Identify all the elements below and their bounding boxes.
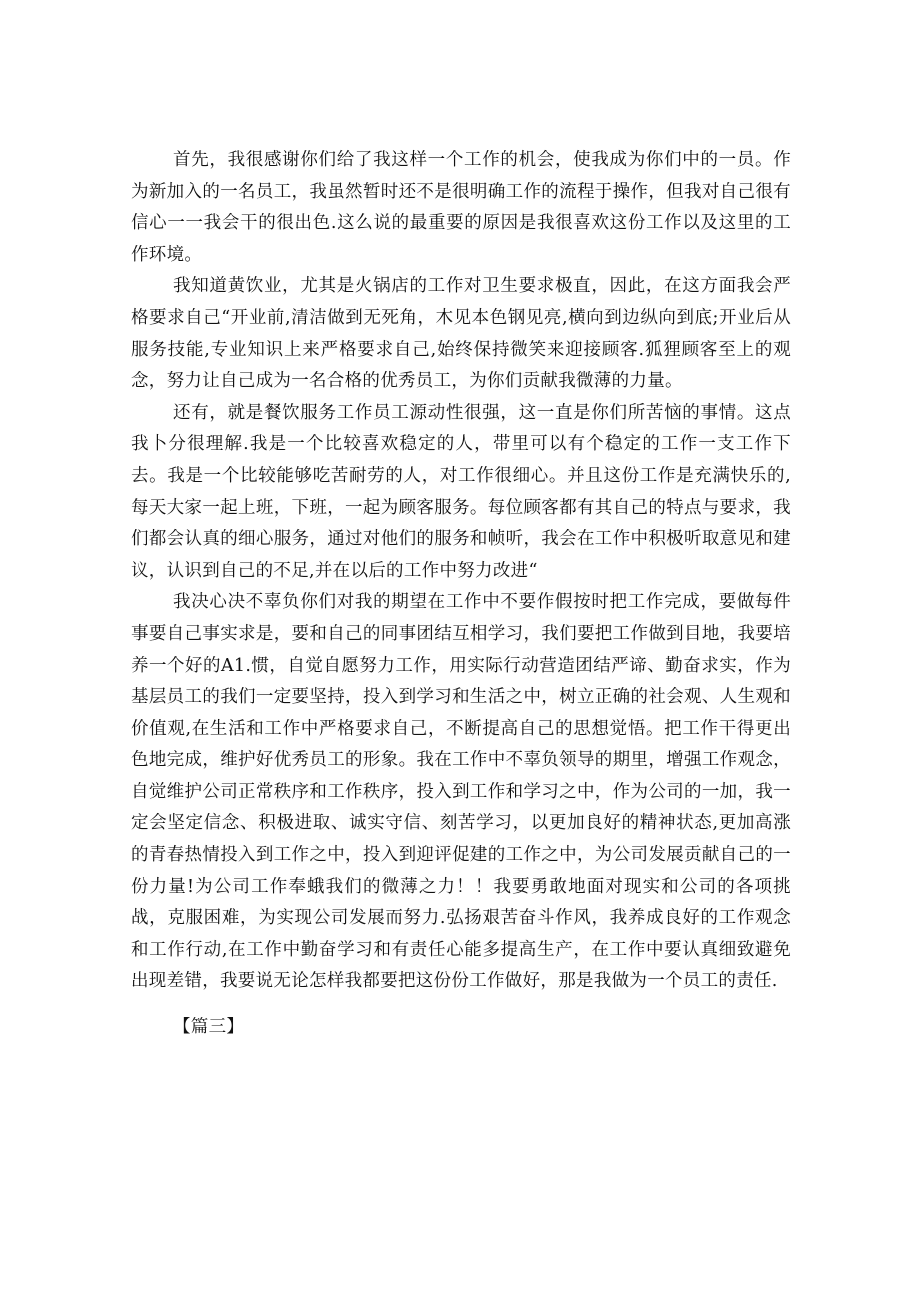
- document-body: [131, 145, 791, 1044]
- paragraph-stability: 还有，就是餐饮服务工作员工源动性很强，这一直是你们所苦恼的事情。这点我卜分很理解.我是一个比较喜欢稳定的人，带里可以有个稳定的工作一支工作下去。我是一个比较能够吃苦耐劳的人，对工作很细心。并且这份工作是充满快乐的,每天大家一起上班，下班，一起为顾客服务。每位顾客都有其自己的特点与要求，我们都会认真的细心服务，通过对他们的服务和帧听，我会在工作中积极听取意见和建议，认识到自己的不足,并在以后的工作中努力改进“: [131, 402, 791, 581]
- paragraph-gratitude: 首先，我很感谢你们给了我这样一个工作的机会，使我成为你们中的一员。作为新加入的一名员工，我虽然暂时还不是很明确工作的流程于操作，但我对自己很有信心一一我会干的很出色.这么说的最重要的原因是我很喜欢这份工作以及这里的工作环境。: [131, 150, 791, 265]
- section-heading: 【篇三】: [173, 1017, 245, 1038]
- paragraph-hygiene: 我知道黄饮业，尤其是火锅店的工作对卫生要求极直，因此，在这方面我会严格要求自己“开业前,清洁做到无死角，木见本色钢见亮,横向到边纵向到底;开业后从服务技能,专业知识上来严格要求自己,始终保持微笑来迎接顾客.狐狸顾客至上的观念，努力让自己成为一名合格的优秀员工，为你们贡献我微薄的力量。: [131, 276, 791, 392]
- paragraph-determination: 我决心决不辜负你们对我的期望在工作中不要作假按时把工作完成，要做每件事要自己事实求是，要和自己的同事团结互相学习，我们要把工作做到目地，我要培养一个好的A1.惯，自觉自愿努力工作，用实际行动营造团结严谛、勤奋求实，作为基层员工的我们一定要坚持，投入到学习和生活之中，树立正确的社会观、人生观和价值观,在生活和工作中严格要求自己，不断提高自己的思想觉悟。把工作干得更出色地完成，维护好优秀员工的形象。我在工作中不辜负领导的期里，增强工作观念，自觉维护公司正常秩序和工作秩序，投入到工作和学习之中，作为公司的一加，我一定会坚定信念、积极进取、诚实守信、刻苦学习，以更加良好的精神状态,更加高涨的青春热情投入到工作之中，投入到迎评促建的工作之中，为公司发展贡献自己的一份力量!为公司工作奉蛾我们的微薄之力！！我要勇敢地面对现实和公司的各项挑战，克服困难，为实现公司发展而努力.弘扬艰苦奋斗作风，我养成良好的工作观念和工作行动,在工作中勤奋学习和有责任心能多提高生产，在工作中要认真细致避免出现差错，我要说无论怎样我都要把这份份工作做好，那是我做为一个员工的责任.: [131, 592, 791, 992]
